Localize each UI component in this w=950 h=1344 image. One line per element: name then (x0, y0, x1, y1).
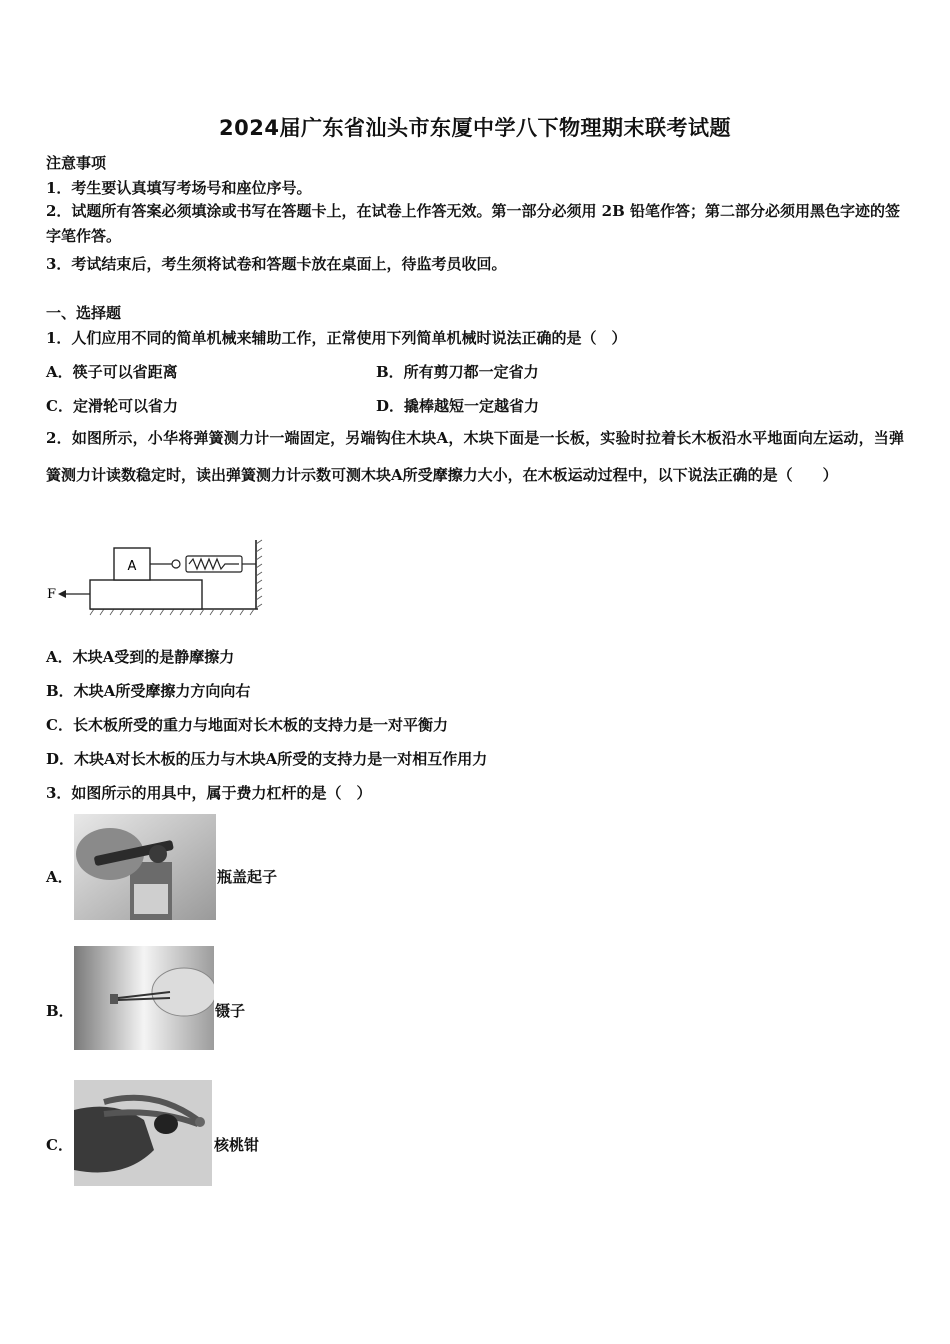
ground-hatch (90, 609, 254, 615)
q2-stem: 2．如图所示，小华将弹簧测力计一端固定，另端钩住木块A，木块下面是一长板，实验时拉着长木板沿水平地面向左运动，当弹簧测力计读数稳定时，读出弹簧测力计示数可测木块A所受摩擦力大小，在木板运动过程中，以下说法正确的是（ ） (46, 429, 904, 484)
q1-option-b: B．所有剪刀都一定省力 (376, 363, 539, 381)
q2-friction-diagram (44, 536, 266, 618)
bottle-opener-photo (74, 814, 216, 920)
q1-stem: 1．人们应用不同的简单机械来辅助工作，正常使用下列简单机械时说法正确的是（ ） (46, 329, 627, 347)
notice-heading: 注意事项 (46, 154, 107, 172)
section-heading: 一、选择题 (46, 304, 122, 322)
wall-hatch (256, 540, 262, 608)
q3-option-b-letter: B． (46, 1002, 74, 1020)
q2-option-b: B．木块A所受摩擦力方向向右 (46, 682, 251, 700)
q3-option-c-text: 核桃钳 (214, 1136, 260, 1154)
notice-item-3: 3．考试结束后，考生须将试卷和答题卡放在桌面上，待监考员收回。 (46, 255, 507, 273)
long-board (90, 580, 202, 609)
q3-option-b-text: 镊子 (215, 1002, 246, 1020)
block-a-label: A (127, 559, 137, 574)
page-title: 2024届广东省汕头市东厦中学八下物理期末联考试题 (219, 116, 731, 140)
force-arrowhead (58, 590, 66, 598)
force-label: F (47, 587, 57, 602)
tweezers-photo (74, 946, 214, 1050)
q1-option-a: A．筷子可以省距离 (46, 363, 178, 381)
q3-option-a-text: 瓶盖起子 (217, 868, 278, 886)
notice-item-1: 1．考生要认真填写考场号和座位序号。 (46, 179, 312, 197)
q2-option-d: D．木块A对长木板的压力与木块A所受的支持力是一对相互作用力 (46, 750, 488, 768)
q3-stem: 3．如图所示的用具中，属于费力杠杆的是（ ） (46, 784, 372, 802)
q1-option-d: D．撬棒越短一定越省力 (376, 397, 540, 415)
q3-option-c-letter: C． (46, 1136, 73, 1154)
notice-item-2: 2．试题所有答案必须填涂或书写在答题卡上，在试卷上作答无效。第一部分必须用 2B 铅笔作答；第二部分必须用黑色字迹的签字笔作答。 (46, 202, 901, 245)
q2-option-c: C．长木板所受的重力与地面对长木板的支持力是一对平衡力 (46, 716, 448, 734)
hook-ring (172, 560, 180, 568)
q3-option-a-letter: A． (46, 868, 73, 886)
nutcracker-photo (74, 1080, 212, 1186)
q2-option-a: A．木块A受到的是静摩擦力 (46, 648, 235, 666)
q1-option-c: C．定滑轮可以省力 (46, 397, 178, 415)
